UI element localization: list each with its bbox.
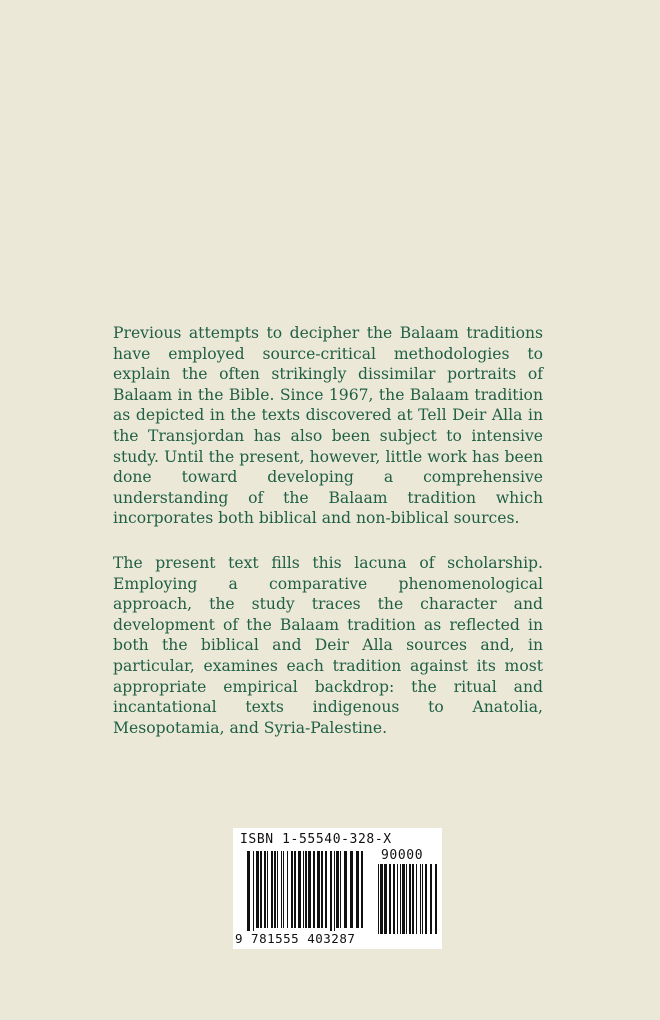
- barcode-bar: [264, 851, 266, 928]
- barcode-bar: [287, 851, 288, 928]
- barcode-bar: [271, 851, 273, 928]
- isbn-barcode: [233, 828, 442, 949]
- barcode-bar: [303, 851, 304, 928]
- barcode-bar: [340, 851, 341, 928]
- barcode-bar: [430, 864, 432, 934]
- barcode-bar: [305, 851, 307, 928]
- barcode-bar: [350, 851, 353, 928]
- barcode-bar: [325, 851, 327, 928]
- isbn-number: ISBN 1-55540-328-X: [240, 832, 392, 847]
- barcode-bar: [283, 851, 284, 928]
- barcode-bar: [416, 864, 417, 934]
- barcode-bar: [344, 851, 347, 928]
- barcode-bar: [267, 851, 268, 928]
- barcode-bar: [317, 851, 320, 928]
- barcode-bar: [389, 864, 391, 934]
- barcode-bar: [260, 851, 262, 928]
- barcode-bar: [412, 864, 414, 934]
- barcode-bar: [406, 864, 407, 934]
- barcode-bar: [330, 851, 332, 934]
- barcode-bar: [402, 864, 405, 934]
- ean13-digits: 9 781555 403287: [235, 931, 356, 946]
- blurb-paragraph-2: The present text fills this lacuna of scholarship. Employing a comparative phenomenological approach, the study traces the character and development of the Balaam tradition as reflected in both the biblical and Deir Alla sources and, in particular, examines each tradition against its most appropriate empirical backdrop: the ritual and incantational texts indigenous to Anatolia, Mesopotamia, and Syria-Palestine.: [113, 553, 543, 737]
- barcode-bar: [400, 864, 401, 934]
- barcode-bar: [356, 851, 359, 928]
- barcode-bar: [420, 864, 421, 934]
- barcode-bar: [425, 864, 427, 934]
- barcode-bar: [361, 851, 363, 928]
- barcode-bar: [409, 864, 411, 934]
- barcode-bar: [380, 864, 383, 934]
- barcode-bar: [336, 851, 339, 928]
- price-addon-digits: 90000: [381, 848, 424, 863]
- barcode-bar: [294, 851, 296, 928]
- cover-blurb: [113, 323, 543, 738]
- barcode-bar: [313, 851, 315, 928]
- barcode-bar: [274, 851, 276, 928]
- barcode-bar: [334, 851, 335, 934]
- barcode-bar: [393, 864, 395, 934]
- barcode-bar: [281, 851, 282, 928]
- barcode-bar: [277, 851, 278, 928]
- barcode-bar: [435, 864, 437, 934]
- barcode-bar: [384, 864, 387, 934]
- barcode-bar: [247, 851, 250, 934]
- barcode-bar: [321, 851, 323, 928]
- barcode-bar: [291, 851, 293, 928]
- barcode-bar: [256, 851, 259, 928]
- barcode-bar: [422, 864, 423, 934]
- ean13-bars: [247, 851, 363, 934]
- barcode-bar: [397, 864, 398, 934]
- blurb-paragraph-1: Previous attempts to decipher the Balaam traditions have employed source-critical methodologies to explain the often strikingly dissimilar portraits of Balaam in the Bible. Since 1967, the Balaam tradition as depicted in the texts discovered at Tell Deir Alla in the Transjordan has also been subject to intensive study. Until the present, however, little work has been done toward developing a comprehensive understanding of the Balaam tradition which incorporates both biblical and non-biblical sources.: [113, 324, 543, 528]
- barcode-bar: [308, 851, 311, 928]
- barcode-bar: [253, 851, 254, 934]
- addon-bars: [378, 864, 437, 934]
- barcode-bar: [298, 851, 301, 928]
- barcode-bar: [378, 864, 379, 934]
